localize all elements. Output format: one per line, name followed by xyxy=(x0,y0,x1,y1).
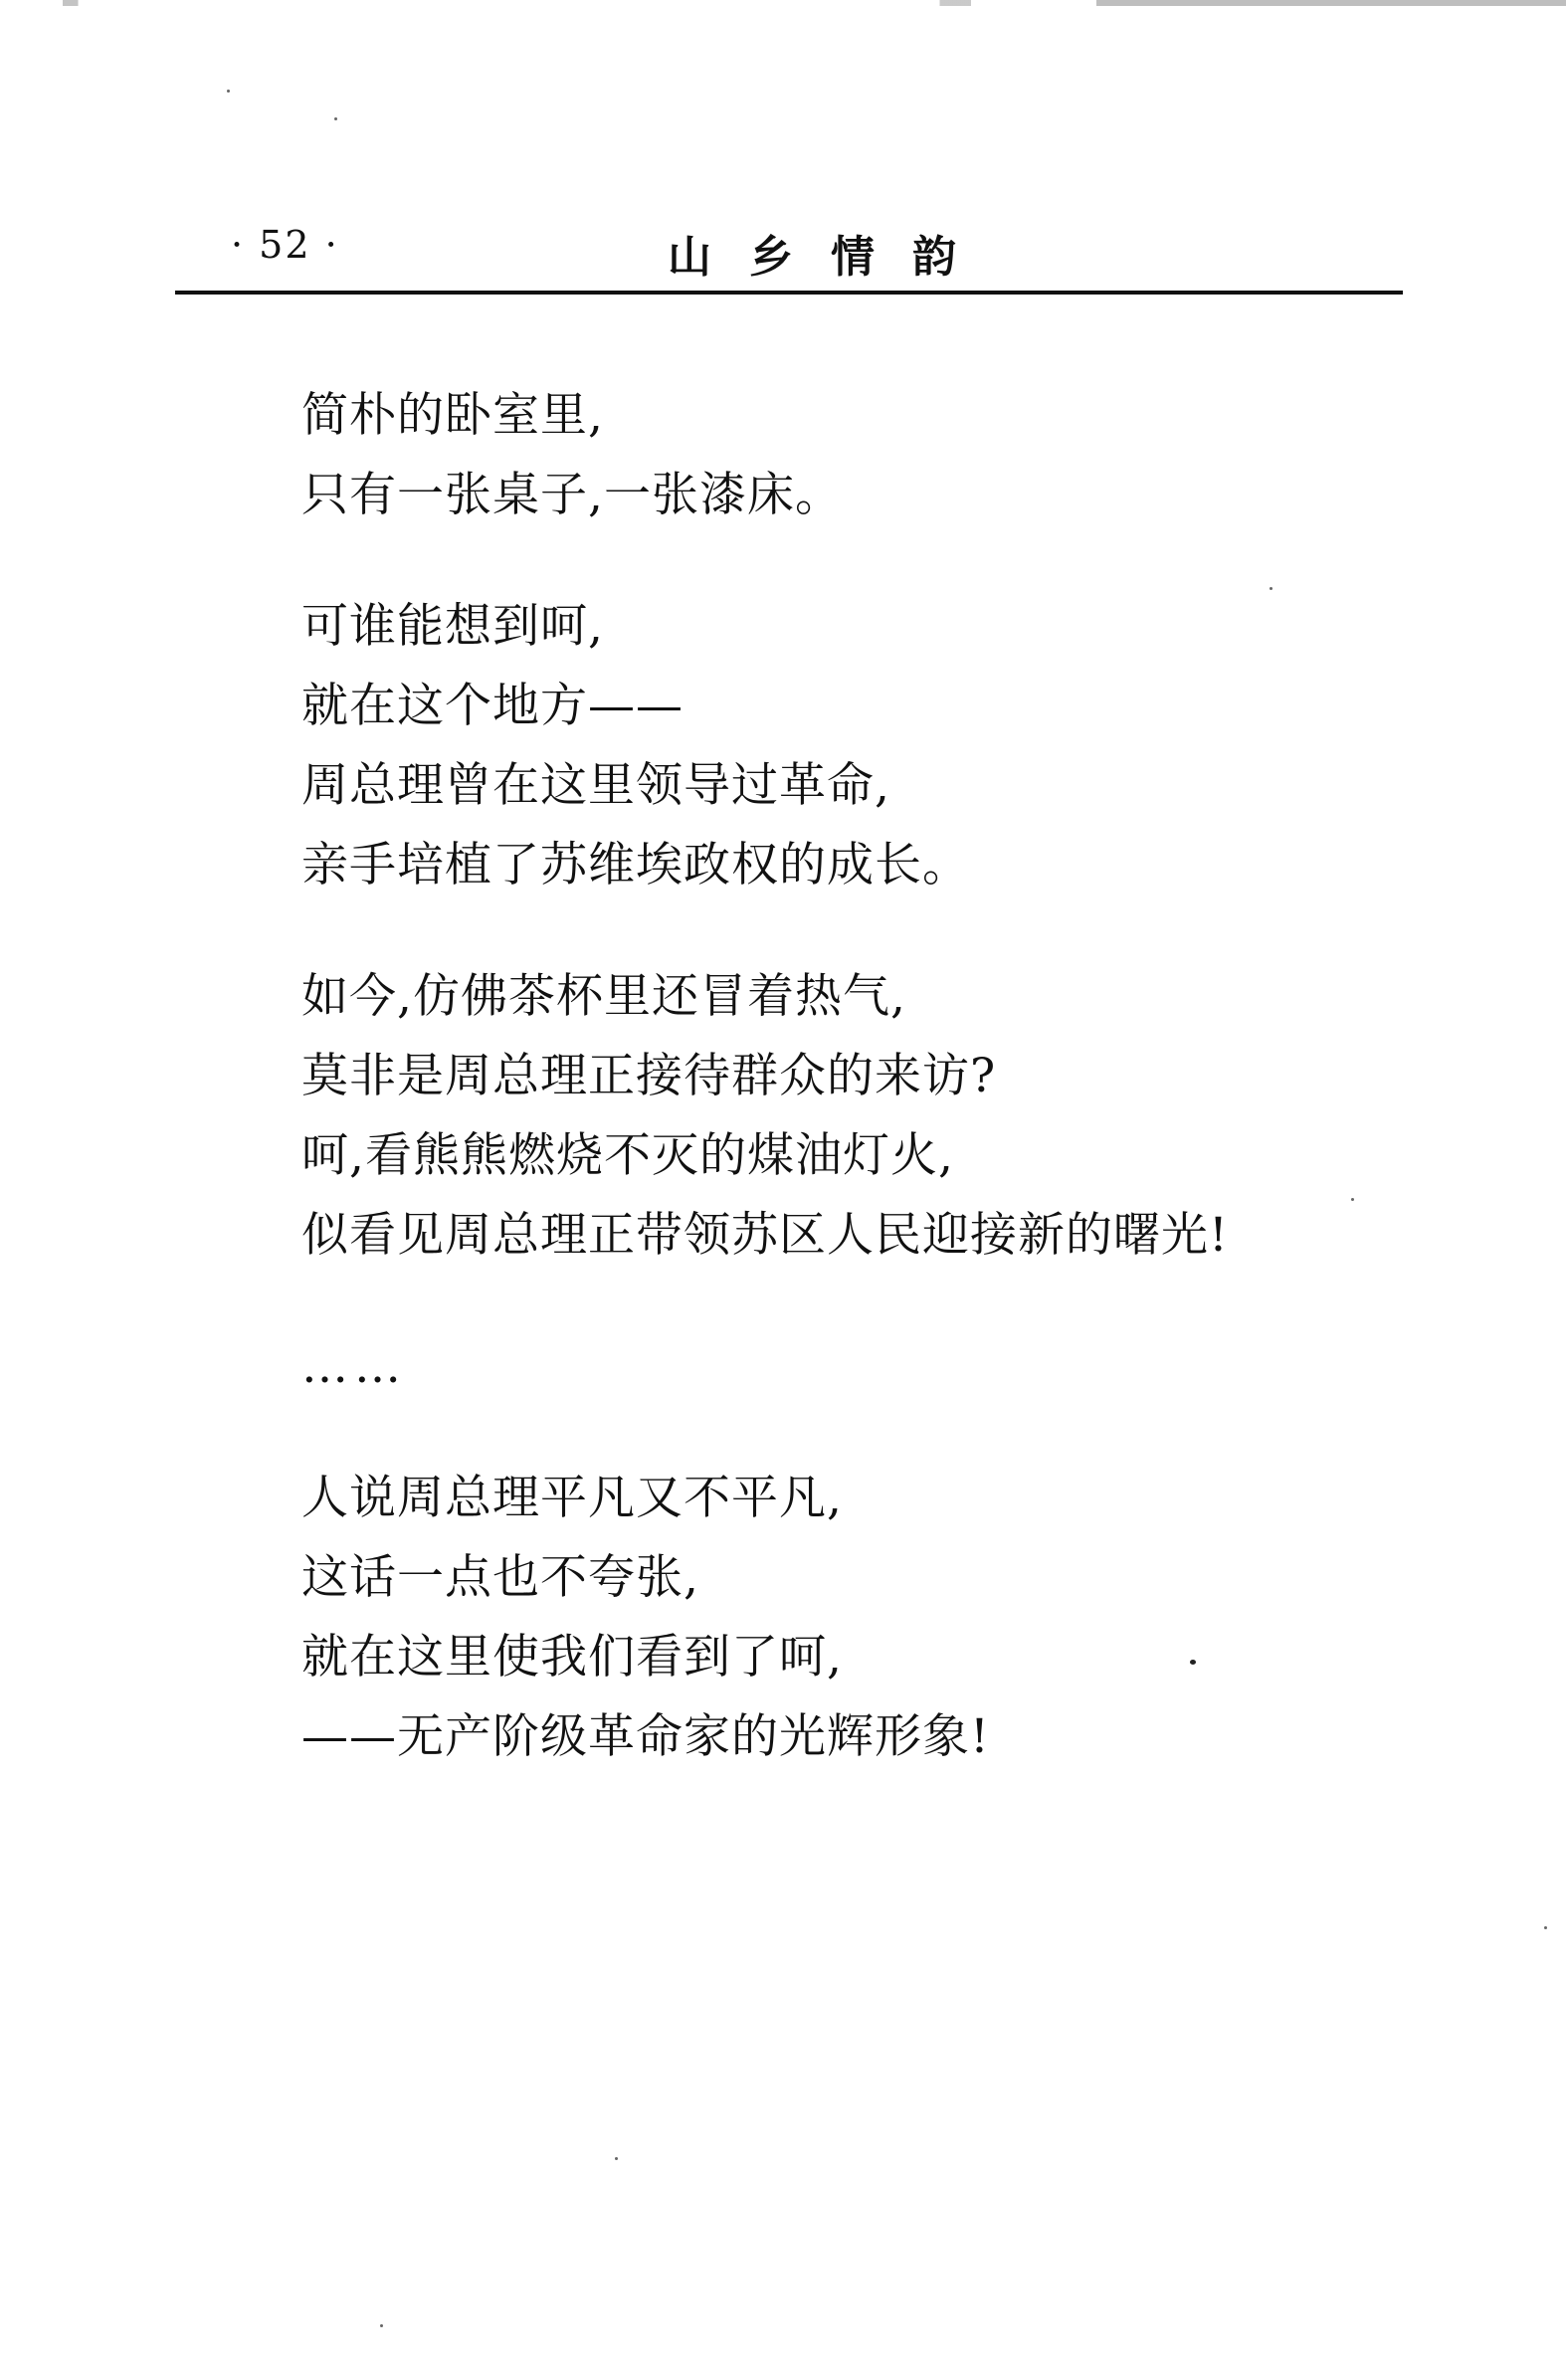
poem-line: 只有一张桌子,一张漆床。 xyxy=(301,468,843,522)
page-header xyxy=(175,213,1403,293)
running-title: 山乡情韵 xyxy=(668,232,994,283)
poem-line: 可谁能想到呵, xyxy=(301,599,604,654)
scan-speck xyxy=(1544,1926,1547,1929)
stanza-3 xyxy=(301,957,1446,1276)
poem-line: 就在这个地方—— xyxy=(301,679,684,733)
poem-line: 简朴的卧室里, xyxy=(301,388,604,443)
stanza-2 xyxy=(301,587,1446,905)
poem-line: 亲手培植了苏维埃政权的成长。 xyxy=(301,838,970,892)
scan-speck xyxy=(227,90,230,93)
poem-line: 这话一点也不夸张, xyxy=(301,1550,699,1605)
poem-line: 周总理曾在这里领导过革命, xyxy=(301,758,890,813)
scan-speck xyxy=(1190,1660,1196,1665)
poem-line: 就在这里使我们看到了呵, xyxy=(301,1630,843,1685)
stanza-final xyxy=(301,1459,1446,1777)
poem-line: 呵,看熊熊燃烧不灭的煤油灯火, xyxy=(301,1128,954,1183)
header-rule xyxy=(175,291,1403,295)
poem-body xyxy=(301,376,1446,1829)
poem-line: ——无产阶级革命家的光辉形象! xyxy=(301,1709,990,1764)
scan-speck xyxy=(1351,1198,1354,1201)
scan-speck xyxy=(1270,587,1272,590)
ellipsis: …… xyxy=(301,1339,407,1394)
page-number: · 52 · xyxy=(231,223,339,267)
poem-line: 人说周总理平凡又不平凡, xyxy=(301,1471,843,1525)
stanza-1 xyxy=(301,376,1446,535)
poem-line: 似看见周总理正带领苏区人民迎接新的曙光! xyxy=(301,1208,1229,1263)
scan-speck xyxy=(615,2157,618,2160)
scan-top-edge xyxy=(0,0,1566,6)
scan-speck xyxy=(334,117,337,120)
poem-line: 如今,仿佛茶杯里还冒着热气, xyxy=(301,969,906,1024)
scan-speck xyxy=(380,2324,383,2327)
poem-line: 莫非是周总理正接待群众的来访? xyxy=(301,1049,997,1103)
